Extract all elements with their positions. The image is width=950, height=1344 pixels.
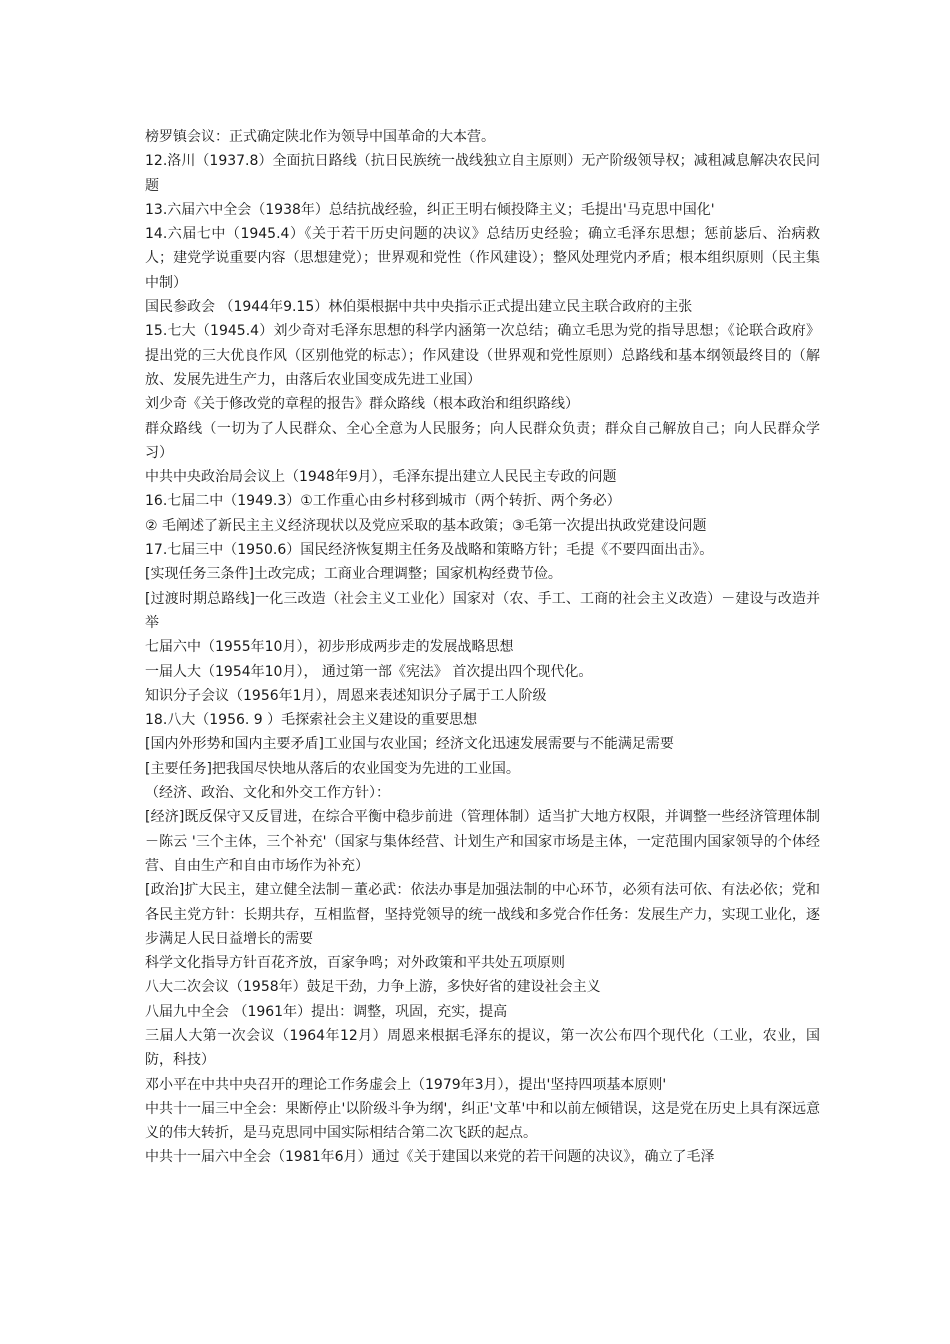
- text-line: 16.七届二中（1949.3）①工作重心由乡村移到城市（两个转折、两个务必）: [145, 493, 621, 510]
- text-line: 国民参政会 （1944年9.15）林伯渠根据中共中央指示正式提出建立民主联合政府的主张: [145, 299, 693, 316]
- text-line: 八大二次会议（1958年）鼓足干劲，力争上游，多快好省的建设社会主义: [145, 979, 601, 996]
- text-line: 榜罗镇会议：正式确定陕北作为领导中国革命的大本营。: [145, 129, 495, 145]
- text-line: 一届人大（1954年10月）， 通过第一部《宪法》 首次提出四个现代化。: [145, 663, 593, 680]
- text-line: [经济]既反保守又反冒进，在综合平衡中稳步前进（管理体制）适当扩大地方权限，并调整一些经济管理体制－陈云 '三个主体，三个补充'（国家与集体经营、计划生产和国家市场是主体，一定范围内国家领导的个体经营、自由生产和自由市场作为补充）: [145, 809, 820, 874]
- text-line: [主要任务]把我国尽快地从落后的农业国变为先进的工业国。: [145, 760, 520, 777]
- text-line: 14.六届七中（1945.4）《关于若干历史问题的决议》总结历史经验；确立毛泽东思想；惩前毖后、治病救人；建党学说重要内容（思想建党）；世界观和党性（作风建设）；整风处理党内矛盾；根本组织原则（民主集中制）: [145, 226, 820, 291]
- text-line: （经济、政治、文化和外交工作方针）：: [145, 785, 390, 802]
- text-line: 群众路线（一切为了人民群众、全心全意为人民服务；向人民群众负责；群众自己解放自己；向人民群众学习）: [145, 420, 820, 461]
- text-line: 中共十一届六中全会（1981年6月）通过《关于建国以来党的若干问题的决议》，确立了毛泽: [145, 1149, 715, 1166]
- text-line: ② 毛阐述了新民主主义经济现状以及党应采取的基本政策；③毛第一次提出执政党建设问题: [145, 517, 707, 534]
- text-line: 七届六中（1955年10月），初步形成两步走的发展战略思想: [145, 639, 514, 656]
- text-line: 12.洛川（1937.8）全面抗日路线（抗日民族统一战线独立自主原则）无产阶级领导权；减租减息解决农民问题: [145, 153, 820, 194]
- text-line: 中共十一届三中全会：果断停止'以阶级斗争为纲'，纠正'文革'中和以前左倾错误，这是党在历史上具有深远意义的伟大转折，是马克思同中国实际相结合第二次飞跃的起点。: [145, 1100, 820, 1142]
- text-line: 17.七届三中（1950.6）国民经济恢复期主任务及战略和策略方针；毛提《不要四面出击》。: [145, 542, 714, 559]
- text-line: 13.六届六中全会（1938年）总结抗战经验，纠正王明右倾投降主义；毛提出'马克思中国化': [145, 201, 715, 218]
- text-line: [过渡时期总路线]一化三改造（社会主义工业化）国家对（农、手工、工商的社会主义改造）－建设与改造并举: [145, 590, 820, 631]
- text-line: 八届九中全会 （1961年）提出：调整，巩固，充实，提高: [145, 1003, 508, 1020]
- text-line: [国内外形势和国内主要矛盾]工业国与农业国；经济文化迅速发展需要与不能满足需要: [145, 736, 674, 753]
- text-line: 刘少奇《关于修改党的章程的报告》群众路线（根本政治和组织路线）: [145, 396, 579, 413]
- text-line: 科学文化指导方针百花齐放，百家争鸣；对外政策和平共处五项原则: [145, 955, 565, 972]
- text-line: 15.七大（1945.4）刘少奇对毛泽东思想的科学内涵第一次总结；确立毛思为党的指导思想；《论联合政府》提出党的三大优良作风（区别他党的标志）；作风建设（世界观和党性原则）总路线和基本纲领最终目的（解放、发展先进生产力，由落后农业国变成先进工业国）: [145, 323, 820, 388]
- text-line: 邓小平在中共中央召开的理论工作务虚会上（1979年3月），提出'坚持四项基本原则': [145, 1076, 667, 1093]
- document-body: [145, 125, 820, 1170]
- text-line: [实现任务三条件]土改完成；工商业合理调整；国家机构经费节俭。: [145, 566, 562, 583]
- text-line: [政治]扩大民主，建立健全法制－董必武：依法办事是加强法制的中心环节，必须有法可依、有法必依；党和各民主党方针：长期共存，互相监督，坚持党领导的统一战线和多党合作任务：发展生产力，实现工业化，逐步满足人民日益增长的需要: [145, 882, 820, 947]
- text-line: 三届人大第一次会议（1964年12月）周恩来根据毛泽东的提议，第一次公布四个现代化（工业，农业，国防，科技）: [145, 1027, 820, 1069]
- text-line: 知识分子会议（1956年1月），周恩来表述知识分子属于工人阶级: [145, 687, 547, 704]
- text-line: 18.八大（1956. 9 ）毛探索社会主义建设的重要思想: [145, 712, 478, 729]
- text-line: 中共中央政治局会议上（1948年9月），毛泽东提出建立人民民主专政的问题: [145, 469, 617, 486]
